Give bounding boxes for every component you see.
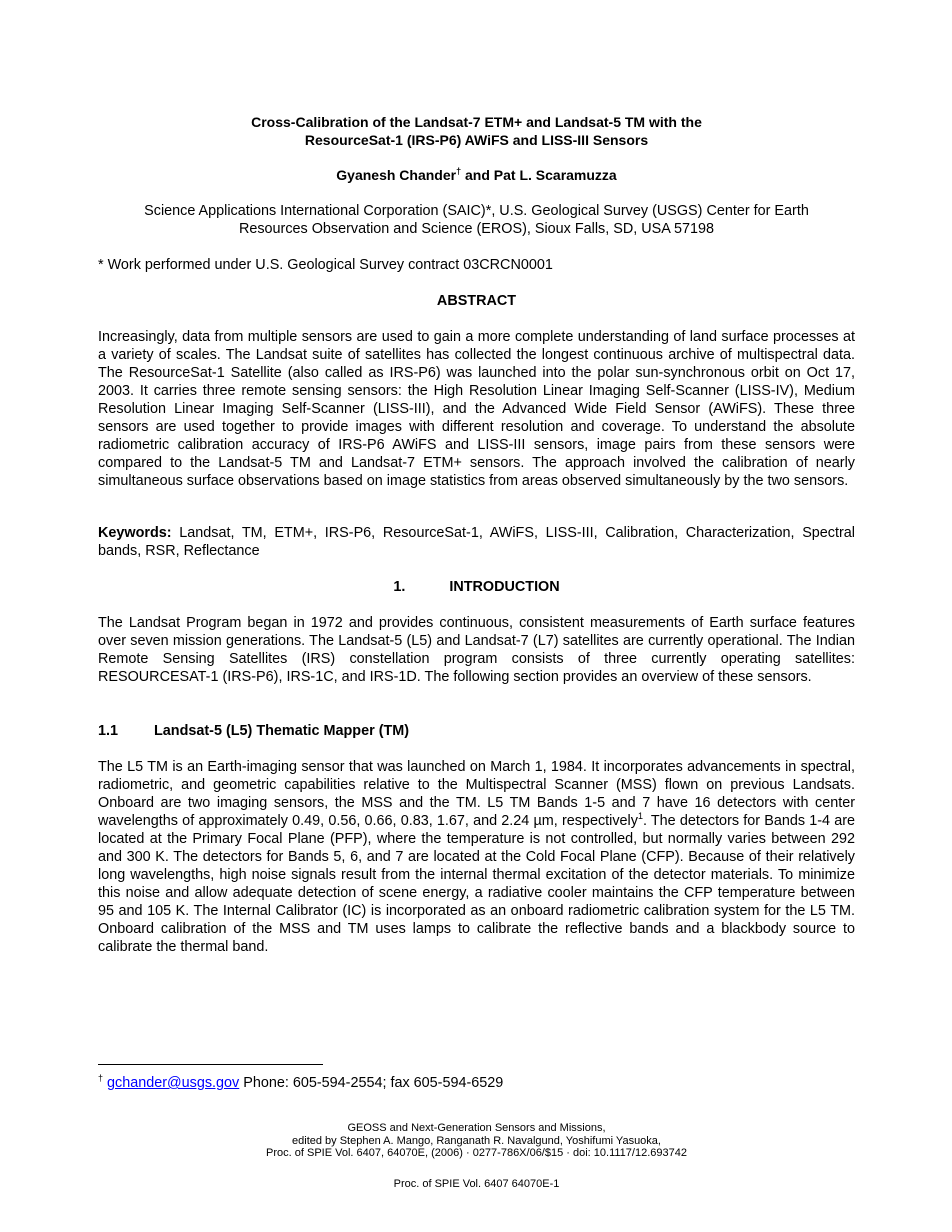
landsat5-text [98,758,855,956]
page-number: Proc. of SPIE Vol. 6407 64070E-1 [393,1178,560,1190]
footnote-mark: † [456,166,462,176]
section-title: Landsat-5 (L5) Thematic Mapper (TM) [154,723,410,739]
abstract-heading: ABSTRACT [436,293,517,309]
affiliation-line: Science Applications International Corporation (SAIC)*, U.S. Geological Survey (USGS) Center for Earth [144,203,809,219]
section-number: 1.1 [98,723,119,739]
affiliation [98,202,855,238]
footer-line: GEOSS and Next-Generation Sensors and Missions, [347,1122,606,1134]
section-title: INTRODUCTION [449,579,560,595]
title-line: ResourceSat-1 (IRS-P6) AWiFS and LISS-III Sensors [304,132,649,148]
publication-info [98,1122,855,1160]
footnote-rule [98,1064,323,1065]
footnote-text: Phone: 605-594-2554; fax 605-594-6529 [239,1075,504,1091]
work-note: * Work performed under U.S. Geological Survey contract 03CRCN0001 [98,257,553,273]
keywords-label: Keywords: [98,525,172,541]
reference-mark: 1 [637,811,643,821]
affiliation-line: Resources Observation and Science (EROS), Sioux Falls, SD, USA 57198 [238,221,715,237]
section-heading-introduction [98,578,855,596]
author-name: and Pat L. Scaramuzza [461,167,617,183]
paper-title [98,113,855,149]
author-name: Gyanesh Chander [336,167,457,183]
footer-line: Proc. of SPIE Vol. 6407, 64070E, (2006) · 0277-786X/06/$15 · doi: 10.1117/12.693742 [266,1147,687,1159]
keywords-text: Landsat, TM, ETM+, IRS-P6, ResourceSat-1, AWiFS, LISS-III, Calibration, Characterization, Spectral bands, RSR, Reflectance [98,525,855,559]
title-line: Cross-Calibration of the Landsat-7 ETM+ and Landsat-5 TM with the [251,114,702,130]
keywords [98,524,855,560]
footnote-mark: † [98,1073,104,1083]
footnote [98,1074,855,1092]
paragraph-text: The L5 TM is an Earth-imaging sensor that was launched on March 1, 1984. It incorporates advancements in spectral, radiometric, and geometric capabilities relative to the Multispectral Scanner (MSS) flown on previous Landsats. Onboard are two imaging sensors, the MSS and the TM. L5 TM Bands 1-5 and 7 have 16 detectors with center wavelengths of approximately 0.49, 0.56, 0.66, 0.83, 1.67, and 2.24 µm, respectively [98,759,855,829]
paragraph-text: . The detectors for Bands 1-4 are located at the Primary Focal Plane (PFP), where the temperature is not controlled, but normally varies between 292 and 300 K. The detectors for Bands 5, 6, and 7 are located at the Cold Focal Plane (CFP). Because of their relatively long wavelengths, high noise signals result from the internal thermal excitation of the detector materials. To minimize this noise and allow adequate detection of scene energy, a radiative cooler maintains the CFP temperature between 95 and 105 K. The Internal Calibrator (IC) is incorporated as an onboard radiometric calibration system for the L5 TM. Onboard calibration of the MSS and TM uses lamps to calibrate the reflective bands and a blackbody source to calibrate the thermal band. [98,813,855,955]
email-link[interactable]: gchander@usgs.gov [107,1075,240,1091]
section-number: 1. [393,579,406,595]
abstract-text: Increasingly, data from multiple sensors are used to gain a more complete understanding of land surface processes at a variety of scales. The Landsat suite of satellites has collected the longest continuous archive of multispectral data. The ResourceSat-1 Satellite (also called as IRS-P6) was launched into the polar sun-synchronous orbit on Oct 17, 2003. It carries three remote sensing sensors: the High Resolution Linear Imaging Self-Scanner (LISS-IV), Medium Resolution Linear Imaging Self-Scanner (LISS-III), and the Advanced Wide Field Sensor (AWiFS). These three sensors are used together to provide images with different resolution and coverage. To understand the absolute radiometric calibration accuracy of IRS-P6 AWiFS and LISS-III sensors, image pairs from these sensors were compared to the Landsat-5 TM and Landsat-7 ETM+ sensors. The approach involved the calibration of nearly simultaneous surface observations based on image statistics from areas observed simultaneously by the two sensors. [98,329,855,489]
subsection-heading [98,722,855,740]
introduction-text: The Landsat Program began in 1972 and provides continuous, consistent measurements of Earth surface features over seven mission generations. The Landsat-5 (L5) and Landsat-7 (L7) satellites are currently operational. The Indian Remote Sensing Satellites (IRS) constellation program consists of three currently operating satellites: RESOURCESAT-1 (IRS-P6), IRS-1C, and IRS-1D. The following section provides an overview of these sensors. [98,615,855,685]
authors [98,166,855,184]
footer-line: edited by Stephen A. Mango, Ranganath R. Navalgund, Yoshifumi Yasuoka, [292,1134,661,1147]
